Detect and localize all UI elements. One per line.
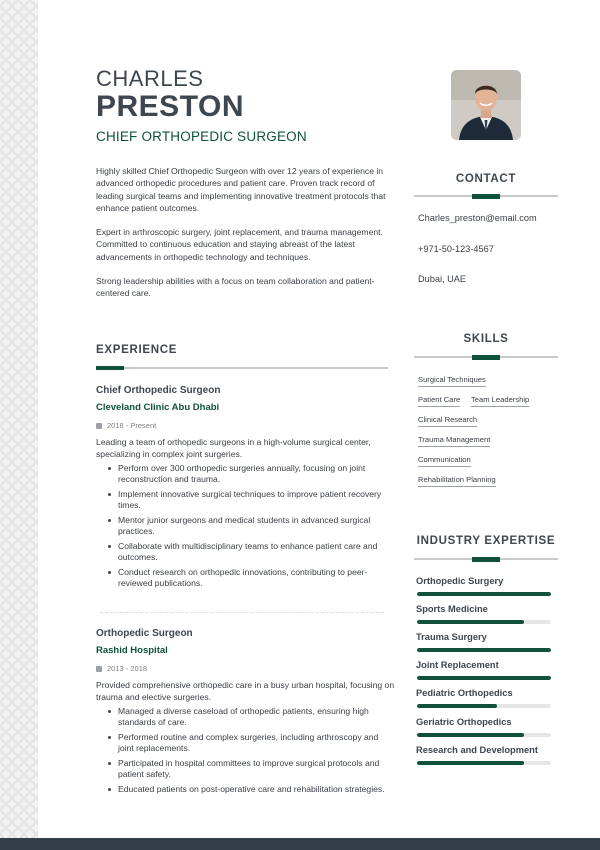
contact-heading: CONTACT [455, 173, 517, 185]
job-bullet: Perform over 300 orthopedic surgeries annually, focusing on joint reconstruction and trauma. [108, 463, 396, 485]
contact-email[interactable]: Charles_preston@email.com [418, 213, 537, 223]
job-dates [96, 664, 396, 673]
skill-tag: Trauma Management [418, 435, 490, 447]
expertise-bar-fill [417, 592, 551, 596]
job-bullet: Managed a diverse caseload of orthopedic patients, ensuring high standards of care. [108, 706, 396, 728]
expertise-label: Orthopedic Surgery [416, 576, 504, 586]
job-entry [96, 385, 396, 593]
expertise-bar-fill [417, 761, 524, 765]
job-entry [96, 628, 396, 799]
job-bullet: Collaborate with multidisciplinary teams to enhance patient care and outcomes. [108, 541, 396, 563]
first-name: CHARLES [96, 66, 204, 91]
expertise-bar [417, 761, 551, 765]
job-bullets [96, 463, 396, 589]
job-company: Cleveland Clinic Abu Dhabi [96, 402, 220, 413]
skills-divider [414, 356, 558, 358]
summary-paragraph: Highly skilled Chief Orthopedic Surgeon with over 12 years of experience in advanced orthopedic procedures and patient care. Proven track record of leading surgical teams and implementing innovative treatment protocols that enhance patient outcomes. [96, 166, 386, 213]
job-dates [96, 421, 396, 430]
expertise-label: Sports Medicine [416, 604, 488, 614]
skill-tag: Surgical Techniques [418, 375, 486, 387]
contact-divider [414, 195, 558, 197]
last-name: PRESTON [96, 90, 244, 123]
job-bullet: Participated in hospital committees to improve surgical protocols and patient safety. [108, 758, 396, 780]
contact-location: Dubai, UAE [418, 274, 467, 284]
job-description: Provided comprehensive orthopedic care in a busy urban hospital, focusing on trauma and elective surgeries. [96, 680, 395, 702]
job-bullet: Performed routine and complex surgeries, including arthroscopy and joint replacements. [108, 732, 396, 754]
calendar-icon [96, 423, 102, 429]
calendar-icon [96, 666, 102, 672]
expertise-bar [417, 648, 551, 652]
decorative-pattern-strip [0, 0, 38, 838]
experience-heading: EXPERIENCE [96, 344, 178, 356]
skill-tag: Communication [418, 455, 471, 467]
skill-tag: Rehabilitation Planning [418, 475, 496, 487]
expertise-bar-fill [417, 704, 497, 708]
expertise-label: Geriatric Orthopedics [416, 717, 512, 727]
expertise-label: Joint Replacement [416, 660, 499, 670]
job-role: Orthopedic Surgeon [96, 628, 193, 639]
job-bullet: Conduct research on orthopedic innovations, contributing to peer-reviewed publications. [108, 567, 396, 589]
job-title: CHIEF ORTHOPEDIC SURGEON [96, 129, 307, 144]
expertise-bar-fill [417, 676, 551, 680]
job-role: Chief Orthopedic Surgeon [96, 385, 221, 396]
job-separator [100, 612, 384, 613]
expertise-bar [417, 620, 551, 624]
job-bullets [96, 706, 396, 795]
job-dates-text: 2013 - 2018 [107, 664, 148, 673]
professional-summary [96, 165, 396, 312]
skill-tag: Patient Care [418, 395, 460, 407]
skills-heading: SKILLS [463, 333, 509, 345]
job-dates-text: 2018 - Present [107, 421, 157, 430]
experience-divider [96, 367, 388, 369]
job-bullet: Educated patients on post-operative care and rehabilitation strategies. [108, 784, 396, 795]
expertise-label: Trauma Surgery [416, 632, 487, 642]
expertise-label: Pediatric Orthopedics [416, 688, 513, 698]
job-description: Leading a team of orthopedic surgeons in a high-volume surgical center, specializing in complex joint surgeries. [96, 437, 371, 459]
summary-paragraph: Strong leadership abilities with a focus on team collaboration and patient-centered care. [96, 276, 375, 299]
expertise-bar-fill [417, 620, 524, 624]
expertise-bar [417, 592, 551, 596]
expertise-bar-fill [417, 733, 524, 737]
expertise-bar [417, 733, 551, 737]
expertise-bar [417, 704, 551, 708]
profile-photo [451, 70, 521, 140]
summary-paragraph: Expert in arthroscopic surgery, joint replacement, and trauma management. Committed to continuous education and staying abreast of the latest advancements in orthopedic technology and techniques. [96, 227, 383, 262]
expertise-heading: INDUSTRY EXPERTISE [416, 535, 556, 547]
job-bullet: Implement innovative surgical techniques to improve patient recovery times. [108, 489, 396, 511]
expertise-divider [414, 558, 558, 560]
expertise-bar-fill [417, 648, 551, 652]
expertise-label: Research and Development [416, 745, 538, 755]
expertise-bar [417, 676, 551, 680]
job-bullet: Mentor junior surgeons and medical students in advanced surgical practices. [108, 515, 396, 537]
skill-tag: Clinical Research [418, 415, 477, 427]
contact-phone[interactable]: +971-50-123-4567 [418, 244, 494, 254]
job-company: Rashid Hospital [96, 645, 168, 656]
footer-bar [0, 838, 600, 850]
skill-tag: Team Leadership [471, 395, 529, 407]
